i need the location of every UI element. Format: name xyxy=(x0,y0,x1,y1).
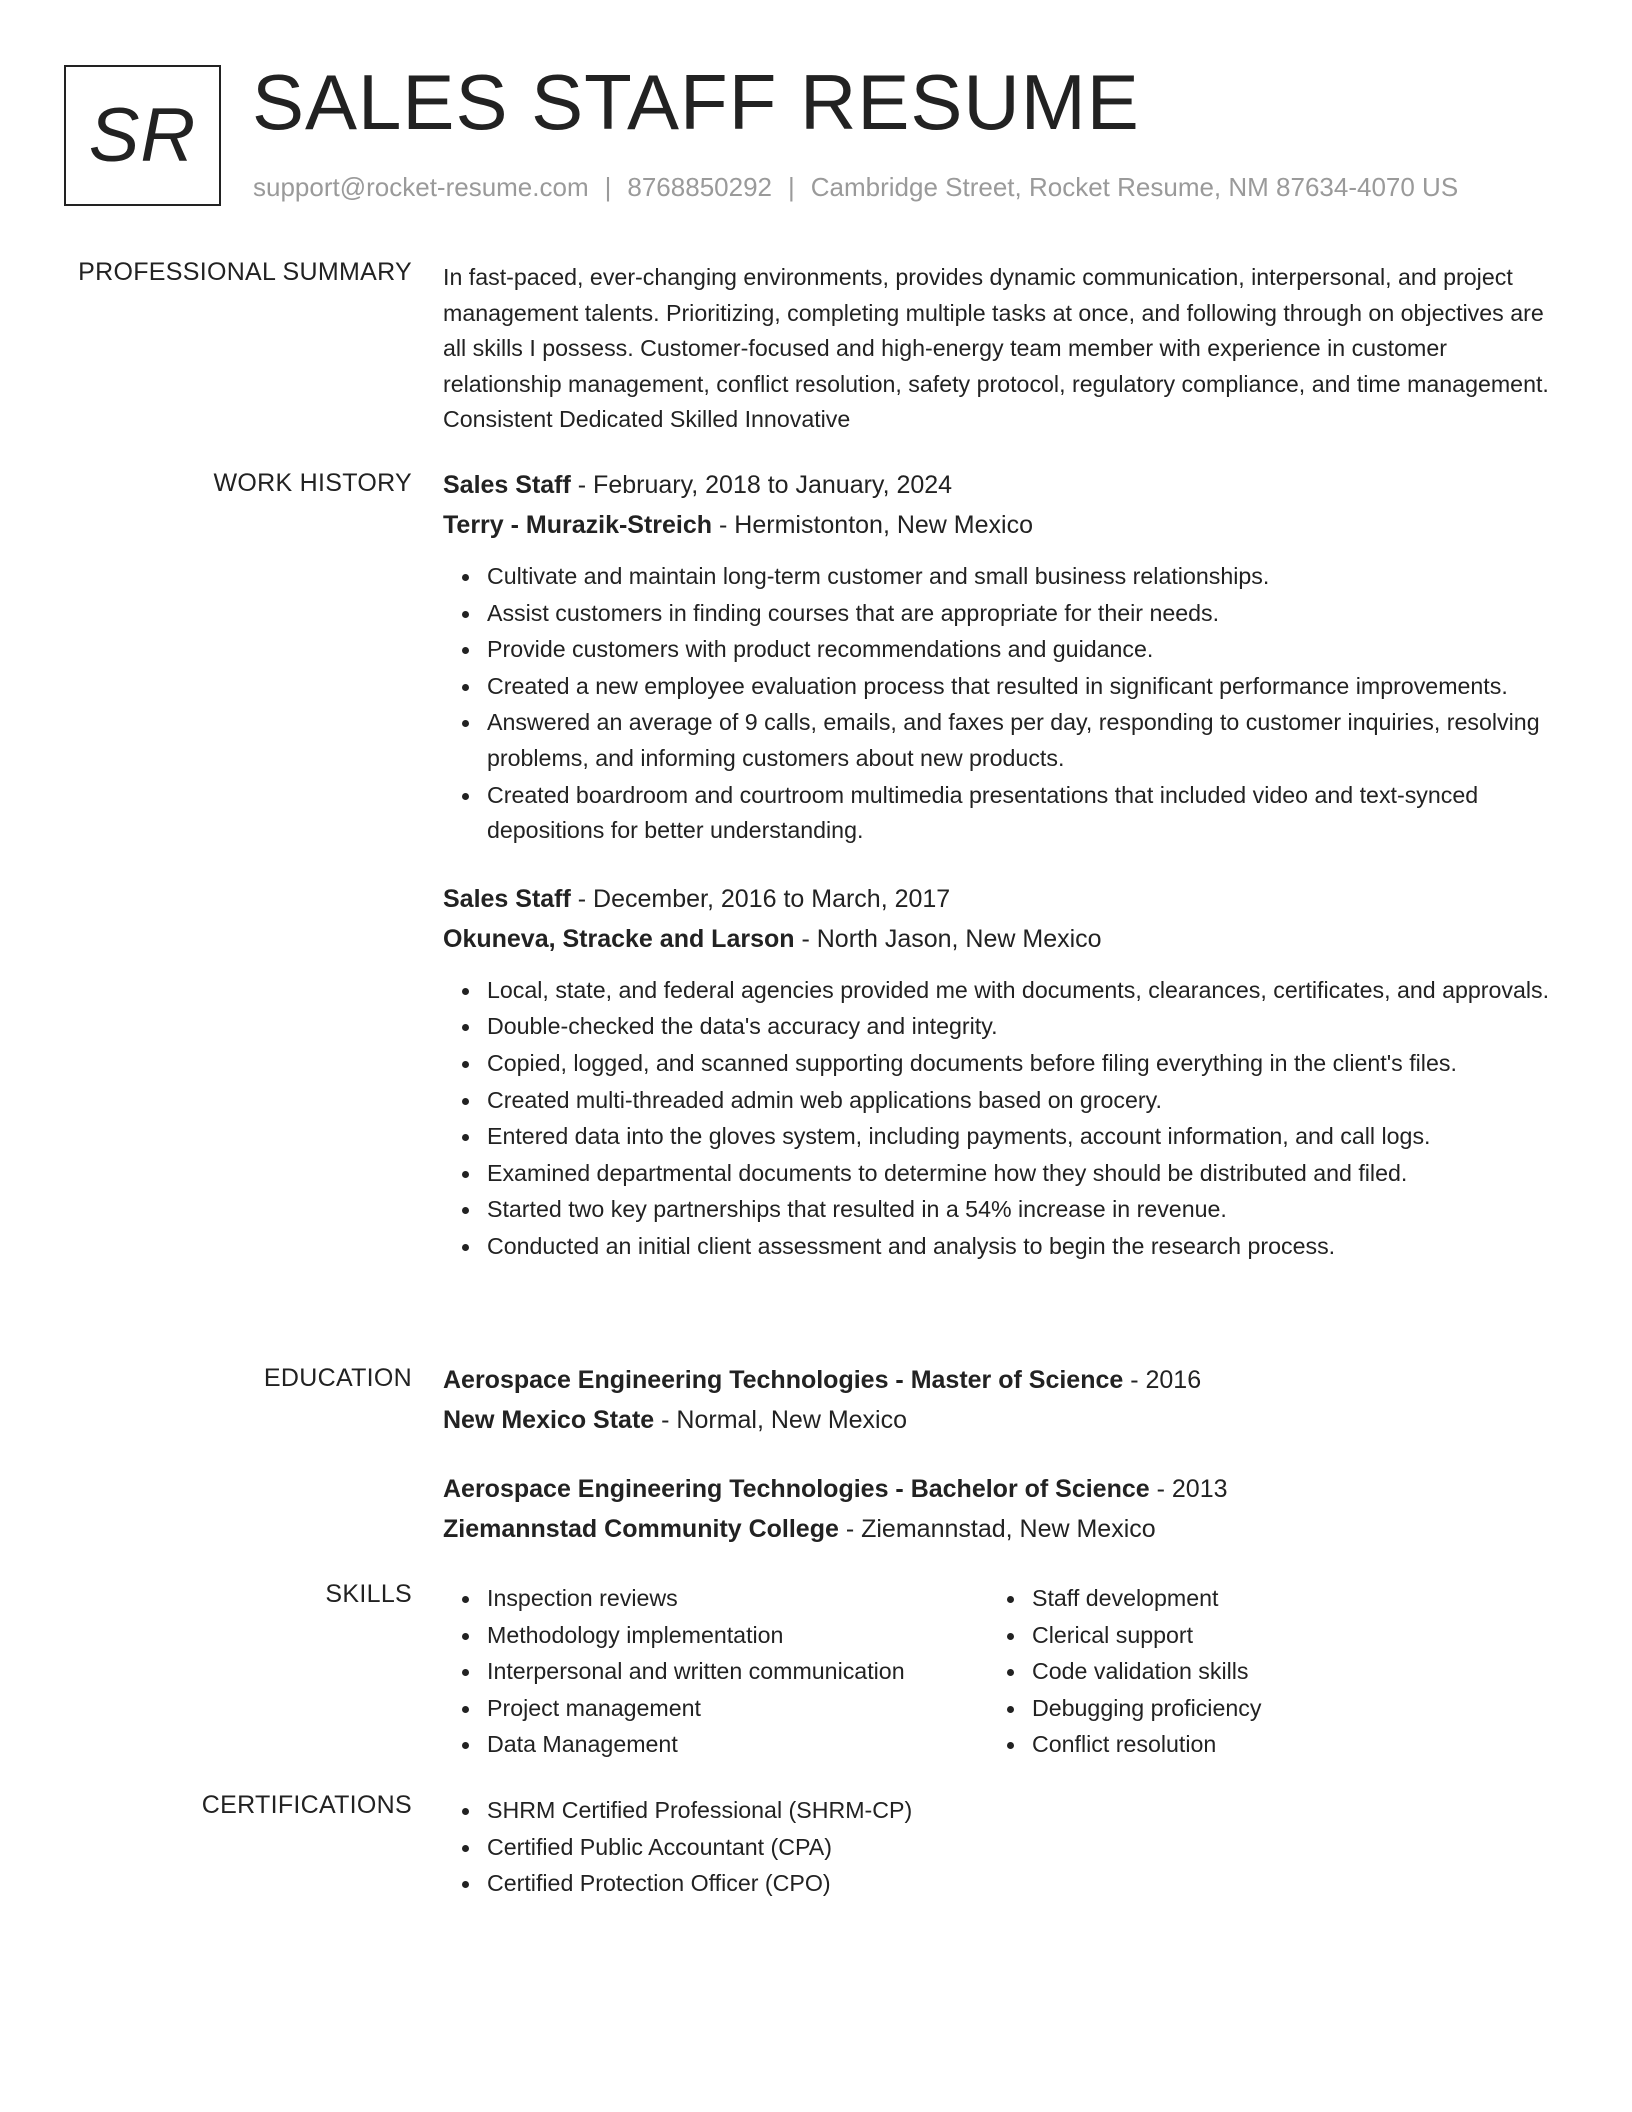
job-company-line xyxy=(443,505,1553,545)
list-item: Local, state, and federal agencies provided me with documents, clearances, certificates, and approvals. xyxy=(487,973,1553,1009)
job-location: - North Jason, New Mexico xyxy=(794,924,1102,953)
monogram-logo: SR xyxy=(64,65,221,206)
section-label-work-history: WORK HISTORY xyxy=(213,469,412,497)
job-company: Okuneva, Stracke and Larson xyxy=(443,924,795,953)
list-item: Staff development xyxy=(1032,1581,1488,1617)
list-item: Examined departmental documents to determine how they should be distributed and filed. xyxy=(487,1156,1553,1192)
summary-body xyxy=(443,260,1553,438)
education-year: - 2016 xyxy=(1123,1366,1202,1394)
education-entry xyxy=(443,1469,1553,1549)
list-item: Entered data into the gloves system, including payments, account information, and call logs. xyxy=(487,1119,1553,1155)
skills-column-2 xyxy=(988,1581,1488,1764)
skills-column-1 xyxy=(443,1581,988,1764)
list-item: Code validation skills xyxy=(1032,1654,1488,1690)
job-title-line xyxy=(443,879,1553,919)
section-label-summary: PROFESSIONAL SUMMARY xyxy=(78,258,412,286)
job-dates: - December, 2016 to March, 2017 xyxy=(570,884,951,913)
education-location: - Normal, New Mexico xyxy=(654,1406,908,1434)
list-item: SHRM Certified Professional (SHRM-CP) xyxy=(487,1793,1553,1829)
skills-columns xyxy=(443,1581,1553,1764)
education-degree: Aerospace Engineering Technologies - Bachelor of Science xyxy=(443,1475,1150,1503)
education-location: - Ziemannstad, New Mexico xyxy=(838,1515,1156,1543)
skills-list-2 xyxy=(988,1581,1488,1763)
education-degree-line xyxy=(443,1360,1553,1400)
list-item: Copied, logged, and scanned supporting documents before filing everything in the client's files. xyxy=(487,1046,1553,1082)
list-item: Data Management xyxy=(487,1727,988,1763)
list-item: Methodology implementation xyxy=(487,1618,988,1654)
list-item: Conducted an initial client assessment and analysis to begin the research process. xyxy=(487,1229,1553,1265)
job-title-line xyxy=(443,465,1553,505)
list-item: Answered an average of 9 calls, emails, and faxes per day, responding to customer inquiries, resolving problems, and informing customers about new products. xyxy=(487,705,1553,776)
job-entry xyxy=(443,879,1553,1265)
job-title: Sales Staff xyxy=(443,884,571,913)
list-item: Started two key partnerships that resulted in a 54% increase in revenue. xyxy=(487,1192,1553,1228)
contact-address: Cambridge Street, Rocket Resume, NM 87634-4070 US xyxy=(810,172,1459,202)
job-title: Sales Staff xyxy=(443,471,571,499)
education-degree: Aerospace Engineering Technologies - Master of Science xyxy=(443,1366,1124,1394)
job-company: Terry - Murazik-Streich xyxy=(443,511,713,539)
list-item: Clerical support xyxy=(1032,1618,1488,1654)
education-body xyxy=(443,1360,1553,1549)
list-item: Assist customers in finding courses that are appropriate for their needs. xyxy=(487,596,1553,632)
job-entry xyxy=(443,465,1553,849)
work-history-body xyxy=(443,465,1553,1266)
list-item: Debugging proficiency xyxy=(1032,1691,1488,1727)
skills-list-1 xyxy=(443,1581,988,1763)
list-item: Cultivate and maintain long-term customer and small business relationships. xyxy=(487,559,1553,595)
education-year: - 2013 xyxy=(1149,1475,1228,1503)
list-item: Certified Public Accountant (CPA) xyxy=(487,1830,1553,1866)
section-label-skills: SKILLS xyxy=(325,1580,412,1608)
section-label-education: EDUCATION xyxy=(263,1364,412,1392)
list-item: Double-checked the data's accuracy and integrity. xyxy=(487,1009,1553,1045)
job-company-line xyxy=(443,919,1553,959)
list-item: Certified Protection Officer (CPO) xyxy=(487,1866,1553,1902)
list-item: Project management xyxy=(487,1691,988,1727)
education-entry xyxy=(443,1360,1553,1440)
contact-separator: | xyxy=(604,172,612,202)
certifications-body xyxy=(443,1793,1553,1903)
job-bullets xyxy=(443,559,1553,849)
certifications-list xyxy=(443,1793,1553,1902)
section-label-certifications: CERTIFICATIONS xyxy=(201,1791,412,1819)
contact-line xyxy=(253,172,1458,203)
list-item: Created multi-threaded admin web applications based on grocery. xyxy=(487,1083,1553,1119)
list-item: Created boardroom and courtroom multimedia presentations that included video and text-synced depositions for better understanding. xyxy=(487,778,1553,849)
education-degree-line xyxy=(443,1469,1553,1509)
contact-separator: | xyxy=(788,172,795,202)
resume-title: SALES STAFF RESUME xyxy=(252,58,1140,146)
job-bullets xyxy=(443,973,1553,1265)
job-location: - Hermistonton, New Mexico xyxy=(712,511,1033,539)
education-school-line xyxy=(443,1509,1553,1549)
list-item: Interpersonal and written communication xyxy=(487,1654,988,1690)
summary-text: In fast-paced, ever-changing environments, provides dynamic communication, interpersonal, and project management talents. Prioritizing, completing multiple tasks at once, and following through on objectives are all skills I possess. Customer-focused and high-energy team member with experience in customer relationship management, conflict resolution, safety protocol, regulatory compliance, and time management. Consistent Dedicated Skilled Innovative xyxy=(443,264,1549,433)
list-item: Inspection reviews xyxy=(487,1581,988,1617)
education-school: New Mexico State xyxy=(443,1406,655,1434)
job-dates: - February, 2018 to January, 2024 xyxy=(570,471,953,499)
contact-email: support@rocket-resume.com xyxy=(253,172,589,202)
education-school-line xyxy=(443,1400,1553,1440)
list-item: Created a new employee evaluation process that resulted in significant performance improvements. xyxy=(487,669,1553,705)
education-school: Ziemannstad Community College xyxy=(443,1515,839,1543)
contact-phone: 8768850292 xyxy=(627,172,772,202)
list-item: Conflict resolution xyxy=(1032,1727,1488,1763)
skills-body xyxy=(443,1581,1553,1764)
list-item: Provide customers with product recommendations and guidance. xyxy=(487,632,1553,668)
